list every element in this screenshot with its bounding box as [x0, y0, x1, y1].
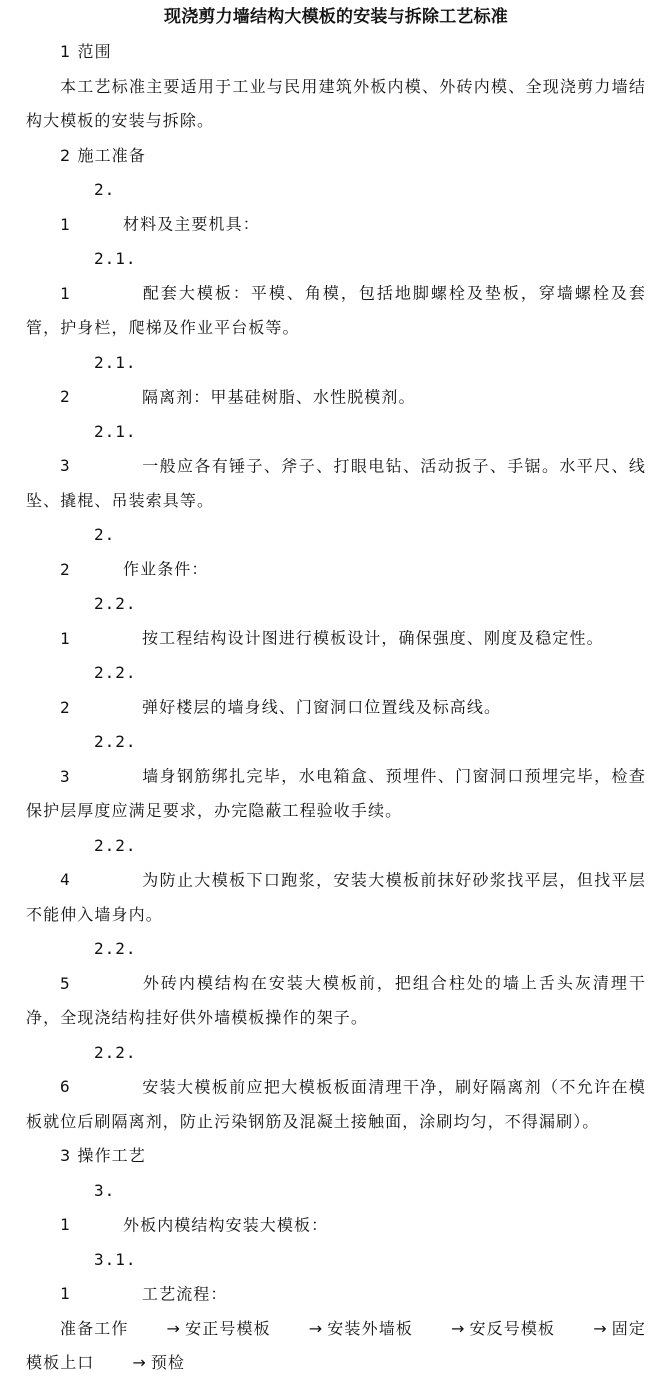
flow-step: 预检: [150, 1353, 186, 1372]
flow-arrow-icon: →: [132, 1353, 147, 1372]
clause-text: 工艺流程：: [142, 1284, 228, 1303]
clause-text: 隔离剂：甲基硅树脂、水性脱模剂。: [142, 387, 416, 406]
section-3-heading: 3 操作工艺: [60, 1146, 146, 1165]
clause-2-2-6: [26, 1036, 646, 1140]
document-title: 现浇剪力墙结构大模板的安装与拆除工艺标准: [164, 7, 508, 27]
clause-text: 外板内模结构安装大模板：: [123, 1215, 329, 1234]
clause-text: 外砖内模结构在安装大模板前，把组合柱处的墙上舌头灰清理干净，全现浇结构挂好供外墙模板操作的架子。: [26, 973, 646, 1027]
clause-2-2-5: [26, 932, 646, 1036]
clause-number: 2.1.1: [60, 249, 137, 303]
clause-number: 2.1: [60, 180, 116, 234]
clause-2-1-3: [26, 415, 646, 519]
clause-number: 2.2.5: [60, 939, 137, 993]
clause-2-2-4: [26, 829, 646, 933]
clause-2-1-2: [26, 346, 646, 415]
clause-number: 2.2.4: [60, 835, 137, 889]
clause-2-1-1: [26, 242, 646, 346]
flow-step: 安正号模板: [185, 1318, 271, 1338]
clause-text: 配套大模板：平模、角模，包括地脚螺栓及垫板，穿墙螺栓及套管，护身栏，爬梯及作业平台板等。: [26, 283, 646, 337]
clause-2-2: [26, 518, 646, 587]
clause-2-1: [26, 173, 646, 242]
clause-number: 3.1.1: [60, 1249, 137, 1303]
clause-2-2-2: [26, 656, 646, 725]
clause-text: 弹好楼层的墙身线、门窗洞口位置线及标高线。: [142, 697, 502, 717]
section-2-heading: 2 施工准备: [60, 145, 146, 165]
clause-number: 2.2.1: [60, 594, 137, 648]
document-body: [26, 35, 646, 1381]
clause-3-1: [26, 1174, 646, 1243]
clause-number: 3.1: [60, 1180, 116, 1234]
clause-number: 2.2: [60, 525, 116, 579]
flow-arrow-icon: →: [593, 1318, 608, 1338]
clause-text: 墙身钢筋绑扎完毕，水电箱盒、预埋件、门窗洞口预埋完毕，检查保护层厚度应满足要求，办完隐蔽工程验收手续。: [26, 766, 646, 820]
flow-step: 安装外墙板: [327, 1318, 413, 1338]
clause-2-2-1: [26, 587, 646, 656]
clause-number: 2.1.3: [60, 421, 137, 475]
flow-arrow-icon: →: [166, 1318, 182, 1338]
section-1-body: 本工艺标准主要适用于工业与民用建筑外板内模、外砖内模、全现浇剪力墙结构大模板的安装与拆除。: [26, 76, 646, 130]
clause-number: 2.1.2: [60, 352, 137, 406]
clause-text: 按工程结构设计图进行模板设计，确保强度、刚度及稳定性。: [142, 628, 604, 648]
flow-arrow-icon: →: [450, 1318, 466, 1338]
clause-text: 安装大模板前应把大模板板面清理干净，刷好隔离剂（不允许在模板就位后刷隔离剂，防止污染钢筋及混凝土接触面，涂刷均匀，不得漏刷）。: [26, 1077, 646, 1131]
clause-number: 2.2.2: [60, 663, 137, 717]
process-flow: [26, 1312, 646, 1381]
clause-3-1-1: [26, 1243, 646, 1312]
clause-2-2-3: [26, 725, 646, 829]
clause-number: 2.2.3: [60, 732, 137, 786]
flow-arrow-icon: →: [308, 1318, 324, 1338]
clause-text: 为防止大模板下口跑浆，安装大模板前抹好砂浆找平层，但找平层不能伸入墙身内。: [26, 870, 646, 924]
section-1-heading: 1 范围: [60, 42, 112, 61]
flow-step: 固定模板上口: [26, 1318, 646, 1372]
clause-number: 2.2.6: [60, 1042, 137, 1096]
flow-step: 安反号模板: [469, 1318, 556, 1338]
flow-step: 准备工作: [60, 1318, 129, 1338]
clause-text: 材料及主要机具：: [123, 214, 260, 234]
clause-text: 作业条件：: [123, 559, 209, 579]
clause-text: 一般应各有锤子、斧子、打眼电钻、活动扳子、手锯。水平尺、线坠、撬棍、吊装索具等。: [26, 456, 646, 510]
